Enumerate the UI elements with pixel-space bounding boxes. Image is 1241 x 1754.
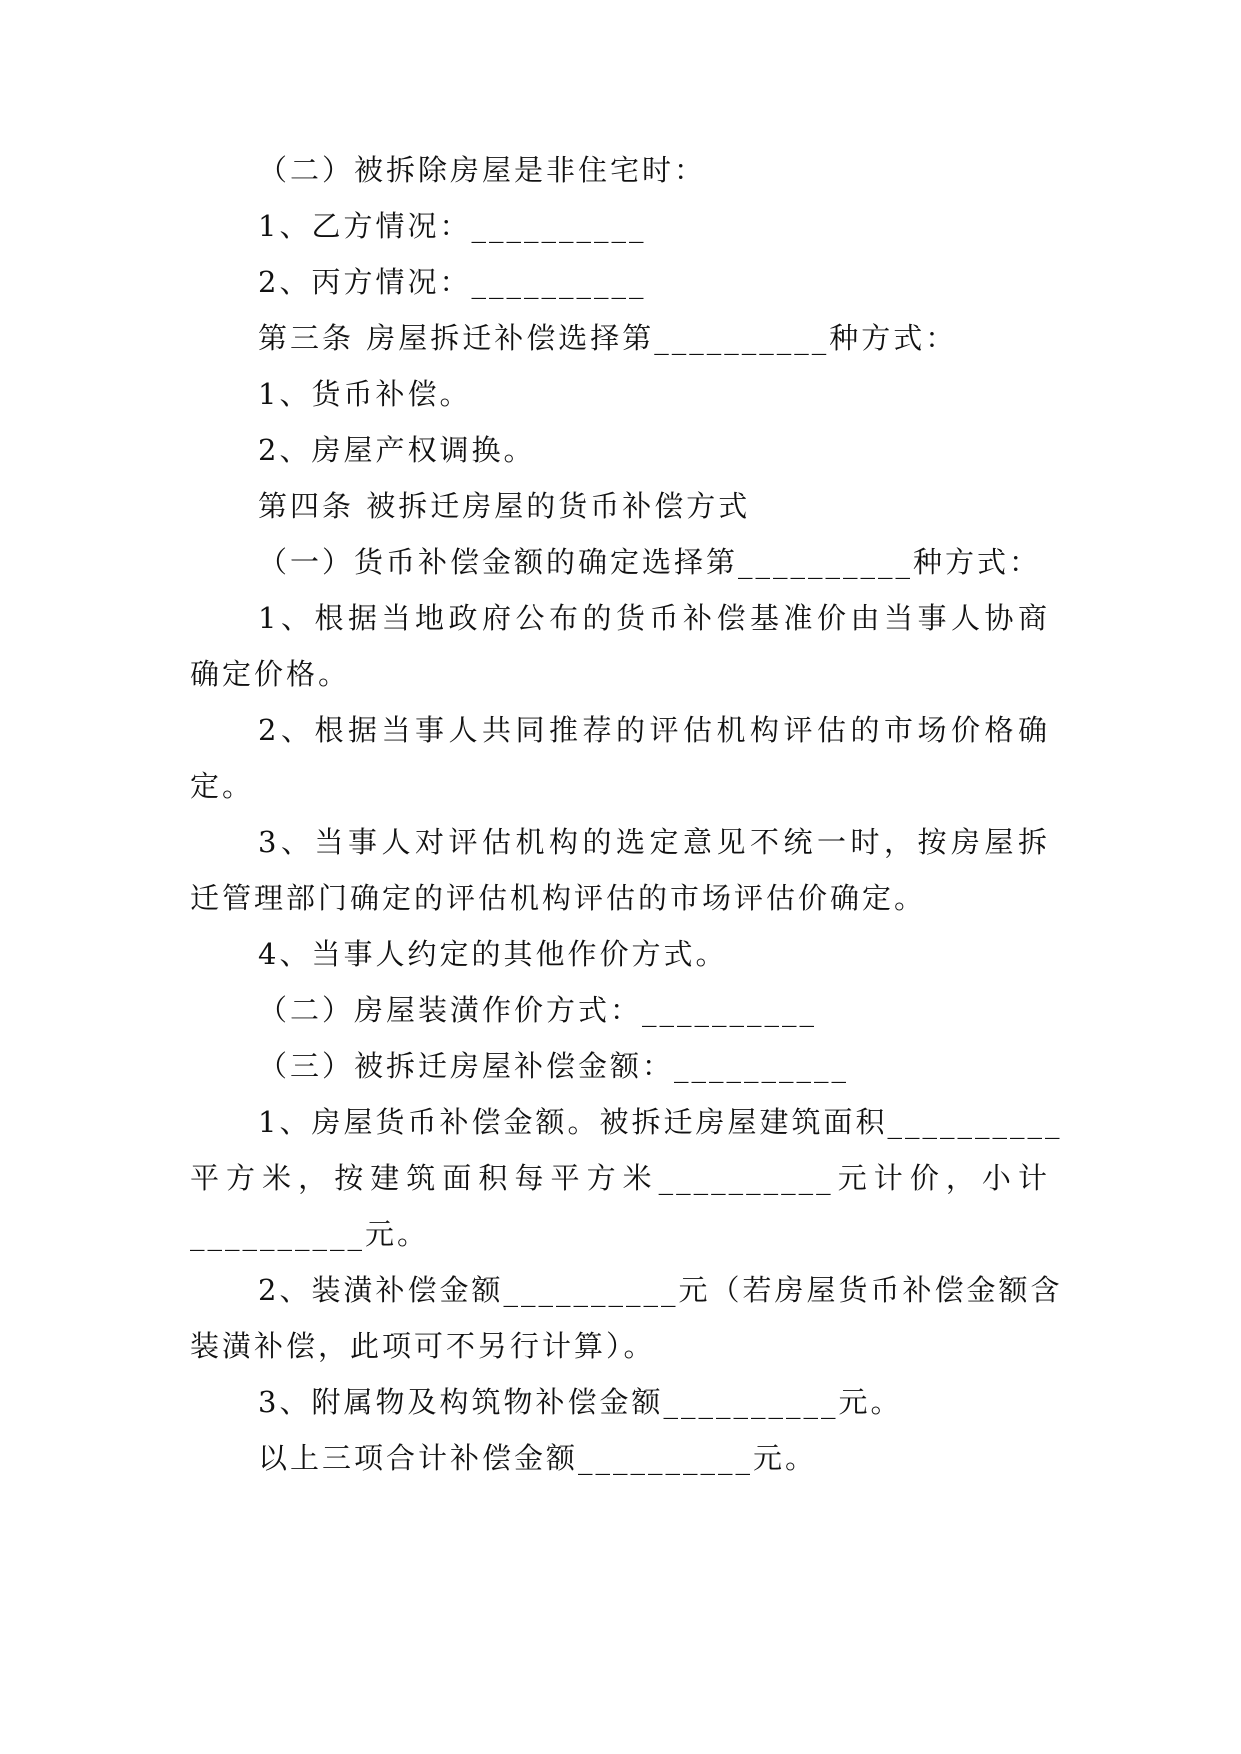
article-four: 第四条 被拆迁房屋的货币补偿方式 [258,489,751,523]
party-c-situation: 2、丙方情况：__________ [258,265,647,299]
item-two-line1: 2、装潢补偿金额__________元（若房屋货币补偿金额含 [258,1273,1063,1307]
option-property-exchange: 2、房屋产权调换。 [258,433,536,467]
party-b-situation: 1、乙方情况：__________ [258,209,647,243]
total-compensation: 以上三项合计补偿金额__________元。 [258,1441,818,1475]
item-one-line2: 平方米，按建筑面积每平方米__________元计价，小计 [190,1161,1050,1195]
method-three-line1: 3、当事人对评估机构的选定意见不统一时，按房屋拆 [258,825,1050,859]
method-two-line2: 定。 [190,769,255,803]
method-two-line1: 2、根据当事人共同推荐的评估机构评估的市场价格确 [258,713,1050,747]
subsection-one: （一）货币补偿金额的确定选择第__________种方式： [258,545,1042,579]
subsection-three: （三）被拆迁房屋补偿金额：__________ [258,1049,850,1083]
method-one-line1: 1、根据当地政府公布的货币补偿基准价由当事人协商 [258,601,1050,635]
item-one-line3: __________元。 [190,1217,430,1251]
method-one-line2: 确定价格。 [190,657,351,691]
item-one-line1: 1、房屋货币补偿金额。被拆迁房屋建筑面积__________ [258,1105,1063,1139]
method-three-line2: 迁管理部门确定的评估机构评估的市场评估价确定。 [190,881,927,915]
item-two-line2: 装潢补偿，此项可不另行计算）。 [190,1329,656,1363]
method-four: 4、当事人约定的其他作价方式。 [258,937,728,971]
article-three: 第三条 房屋拆迁补偿选择第__________种方式： [258,321,958,355]
subsection-two: （二）房屋装潢作价方式：__________ [258,993,818,1027]
section-heading-non-residential: （二）被拆除房屋是非住宅时： [258,153,707,187]
option-monetary: 1、货币补偿。 [258,377,472,411]
item-three: 3、附属物及构筑物补偿金额__________元。 [258,1385,903,1419]
